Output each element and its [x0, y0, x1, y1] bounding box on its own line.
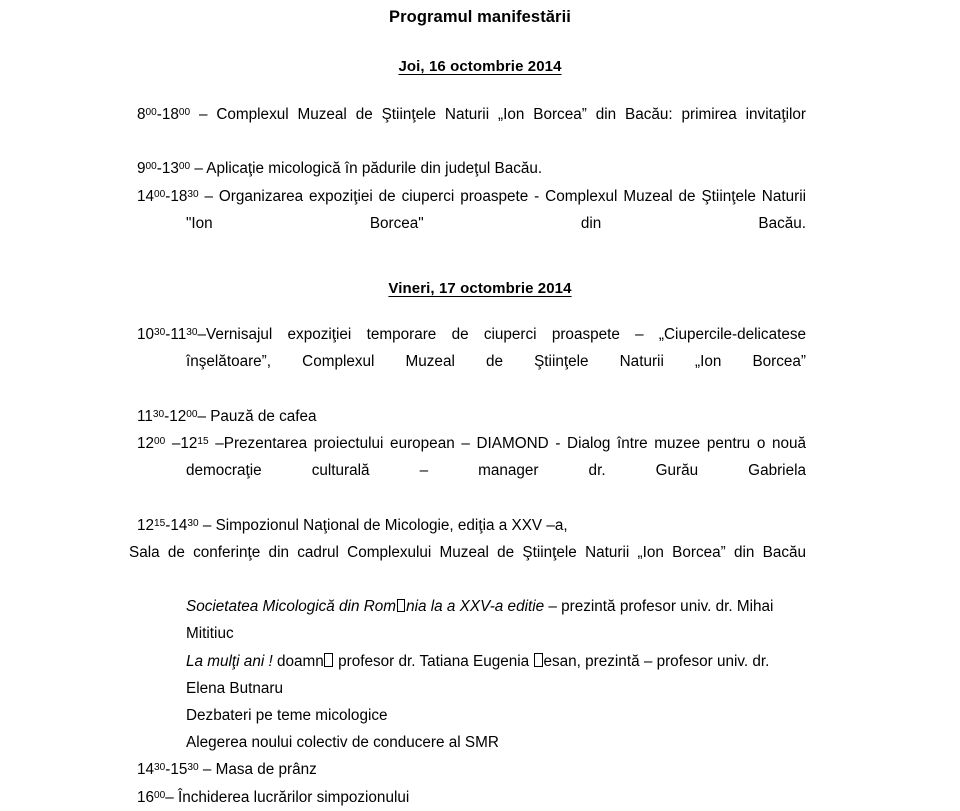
- entry-quoted-name: „Ion Borcea”: [694, 353, 807, 371]
- anniversary-text-b: profesor dr. Tatiana Eugenia: [333, 652, 534, 670]
- entry-time: $8^{00}-18^{00}$: [137, 106, 191, 123]
- schedule-entry: [137, 101, 806, 155]
- venue-quoted-name: „Ion Borcea”: [637, 543, 726, 561]
- date-heading-friday-text: Vineri, 17 octombrie 2014: [388, 280, 572, 298]
- presentation-speaker: – prezintă profesor univ. dr. Mihai Mititiuc: [186, 598, 774, 643]
- entry-text: –Vernisajul expoziţiei temporare de ciuperci proaspete –: [197, 326, 659, 344]
- entry-time: $11^{30}-12^{00}$: [137, 407, 198, 425]
- missing-glyph-box: [534, 653, 543, 666]
- entry-text-tail: , Complexul Muzeal de Ştiinţele Naturii: [266, 353, 695, 371]
- symposium-item-debates: Dezbateri pe teme micologice: [186, 707, 388, 725]
- entry-text-tail: din Bacău.: [423, 214, 806, 232]
- symposium-venue: [129, 539, 806, 593]
- venue-text: Sala de conferinţe din cadrul Complexului Muzeal de Ştiinţele Naturii: [129, 543, 638, 561]
- schedule-entry: [137, 784, 806, 811]
- venue-text-tail: din Bacău: [725, 543, 806, 561]
- entry-time: $14^{00}-18^{30}$: [137, 187, 199, 205]
- entry-time: $10^{30}-11^{30}$: [137, 326, 198, 344]
- schedule-list-thursday: [0, 75, 960, 264]
- schedule-entry: [137, 512, 806, 539]
- entry-text: – Simpozionul Naţional de Micologie, ediţia a XXV –a,: [198, 516, 568, 534]
- date-heading-thursday: [0, 27, 960, 75]
- entry-text: – Organizarea expoziţiei de ciuperci proaspete - Complexul Muzeal de Ştiinţele Naturii: [198, 187, 806, 205]
- date-heading-friday: [0, 264, 960, 299]
- symposium-item-presentation: [137, 593, 806, 647]
- entry-quoted-title: „Ciupercile-delicatese înşelătoare”: [186, 326, 806, 371]
- schedule-entry: [137, 403, 806, 430]
- presentation-title-part2: nia la a XXV-a editie: [406, 598, 545, 616]
- schedule-entry: [137, 155, 806, 182]
- schedule-list-friday: [0, 299, 960, 811]
- entry-text: – Pauză de cafea: [197, 407, 317, 425]
- entry-text: – Complexul Muzeal de Ştiinţele Naturii: [190, 106, 498, 123]
- anniversary-text-a: doamn: [272, 652, 324, 670]
- schedule-entry: [137, 756, 806, 783]
- anniversary-text-c: esan, prezintă – profesor univ. dr. Elena Butnaru: [186, 652, 770, 697]
- entry-time: $9^{00}-13^{00}$: [137, 160, 191, 178]
- entry-text: – Aplicaţie micologică în pădurile din judeţul Bacău.: [190, 160, 543, 178]
- presentation-title-part1: Societatea Micologică din Rom: [186, 598, 397, 616]
- anniversary-lead: La mulţi ani !: [186, 652, 273, 670]
- entry-text: – Închiderea lucrărilor simpozionului: [165, 788, 410, 806]
- missing-glyph-box: [324, 653, 333, 666]
- page-title: Programul manifestării: [389, 8, 571, 26]
- missing-glyph-box: [397, 599, 406, 612]
- entry-quoted-name: „Ion Borcea”: [498, 106, 587, 123]
- entry-time: $16^{00}$: [137, 788, 166, 806]
- schedule-entry: [137, 183, 806, 265]
- entry-time: $12^{15}-14^{30}$: [137, 516, 199, 534]
- symposium-item-anniversary: [137, 648, 806, 702]
- entry-text-tail: din Bacău: primirea invitaţilor: [586, 106, 806, 123]
- date-heading-thursday-text: Joi, 16 octombrie 2014: [398, 58, 562, 75]
- symposium-item-elections: Alegerea noului colectiv de conducere al SMR: [186, 734, 499, 752]
- schedule-entry: [137, 430, 806, 512]
- entry-time: $12^{00}$ $-12^{15}$: [137, 435, 209, 453]
- entry-time: $14^{30}-15^{30}$: [137, 761, 199, 779]
- entry-quoted-name: "Ion Borcea": [186, 214, 424, 232]
- entry-text: –Prezentarea proiectului european – DIAMOND - Dialog între muzee pentru o nouă democraţie culturală – manager dr. Gurău Gabriela: [186, 435, 806, 480]
- entry-text: – Masa de prânz: [198, 761, 317, 779]
- schedule-entry: [137, 321, 806, 403]
